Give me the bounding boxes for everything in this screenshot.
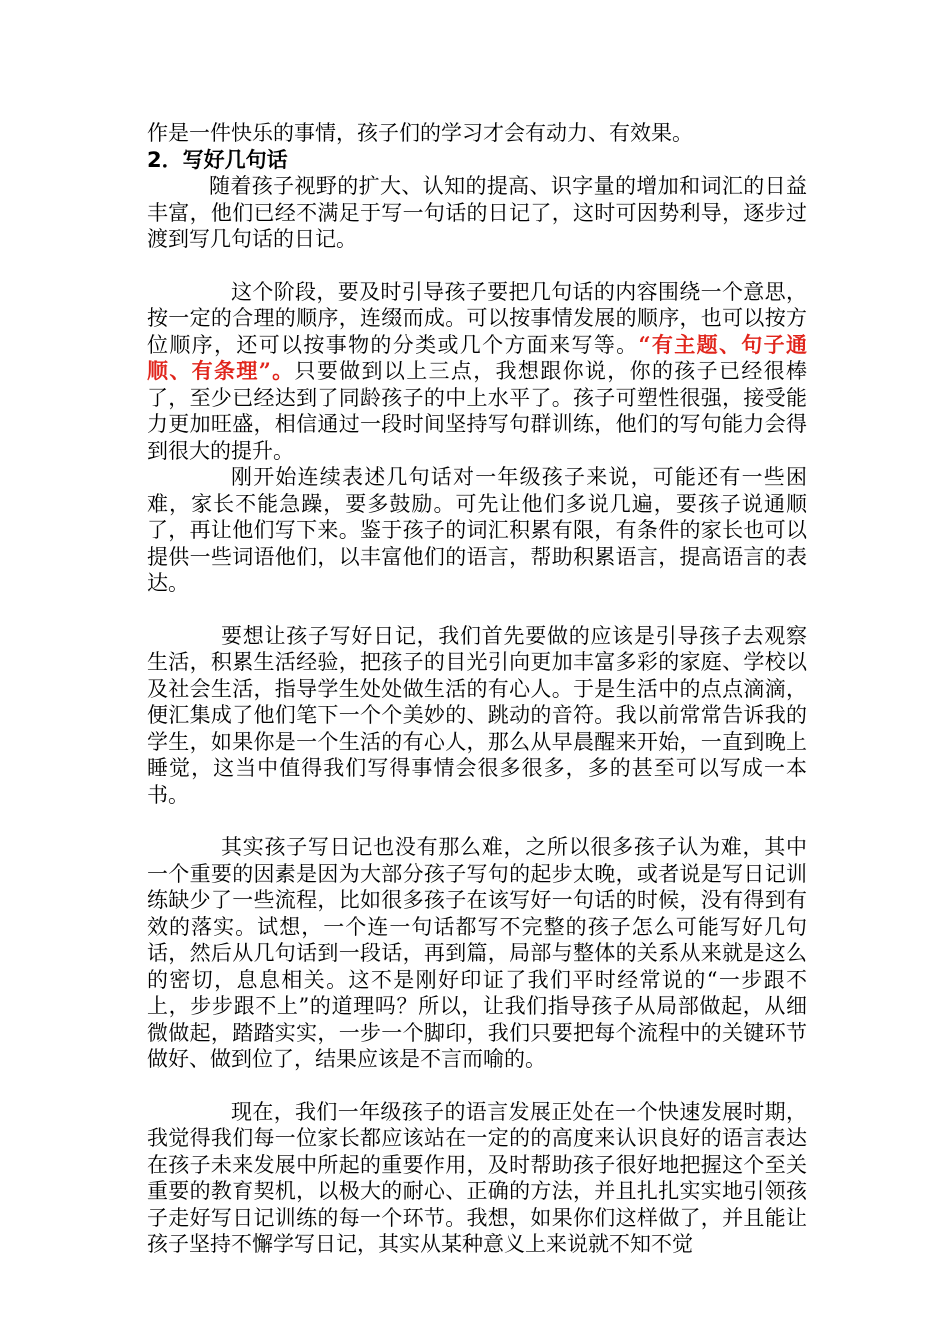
paragraph-4: 要想让孩子写好日记，我们首先要做的应该是引导孩子去观察生活，积累生活经验，把孩子的目光引向更加丰富多彩的家庭、学校以及社会生活，指导学生处处做生活的有心人。于是生活中的点点滴滴，便汇集成了他们笔下一个个美妙的、跳动的音符。我以前常常告诉我的学生，如果你是一个生活的有心人，那么从早晨醒来开始，一直到晚上睡觉，这当中值得我们写得事情会很多很多，多的甚至可以写成一本书。 [147,623,807,807]
paragraph-continuation: 作是一件快乐的事情，孩子们的学习才会有动力、有效果。 [147,121,693,145]
highlight-phrase: “有主题、句子通顺、有条理”。 [147,331,807,383]
paragraph-6: 现在，我们一年级孩子的语言发展正处在一个快速发展时期，我觉得我们每一位家长都应该站在一定的的高度来认识良好的语言表达在孩子未来发展中所起的重要作用，及时帮助孩子很好地把握这个至关重要的教育契机，以极大的耐心、正确的方法，并且扎扎实实地引领孩子走好写日记训练的每一个环节。我想，如果你们这样做了，并且能让孩子坚持不懈学写日记，其实从某种意义上来说就不知不觉 [147,1099,807,1256]
document-page [147,120,807,1258]
paragraph-3: 刚开始连续表述几句话对一年级孩子来说，可能还有一些困难，家长不能急躁，要多鼓励。可先让他们多说几遍，要孩子说通顺了，再让他们写下来。鉴于孩子的词汇积累有限，有条件的家长也可以提供一些词语他们，以丰富他们的语言，帮助积累语言，提高语言的表达。 [147,465,807,595]
paragraph-2 [147,279,807,465]
paragraph-2-text-after: 只要做到以上三点，我想跟你说，你的孩子已经很棒了，至少已经达到了同龄孩子的中上水平了。孩子可塑性很强，接受能力更加旺盛，相信通过一段时间坚持写句群训练，他们的写句能力会得到很大的提升。 [147,359,807,463]
paragraph-1: 随着孩子视野的扩大、认知的提高、识字量的增加和词汇的日益丰富，他们已经不满足于写一句话的日记了，这时可因势利导，逐步过渡到写几句话的日记。 [147,174,807,251]
paragraph-5: 其实孩子写日记也没有那么难，之所以很多孩子认为难，其中一个重要的因素是因为大部分孩子写句的起步太晚，或者说是写日记训练缺少了一些流程，比如很多孩子在该写好一句话的时候，没有得到有效的落实。试想，一个连一句话都写不完整的孩子怎么可能写好几句话，然后从几句话到一段话，再到篇，局部与整体的关系从来就是这么的密切，息息相关。这不是刚好印证了我们平时经常说的“一步跟不上，步步跟不上”的道理吗？所以，让我们指导孩子从局部做起，从细微做起，踏踏实实，一步一个脚印，我们只要把每个流程中的关键环节做好、做到位了，结果应该是不言而喻的。 [147,835,807,1071]
paragraph-2-text-before: 这个阶段，要及时引导孩子要把几句话的内容围绕一个意思，按一定的合理的顺序，连缀而成。可以按事情发展的顺序，也可以按方位顺序，还可以按事物的分类或几个方面来写等。 [147,279,807,357]
section-heading: 2．写好几句话 [147,147,288,172]
